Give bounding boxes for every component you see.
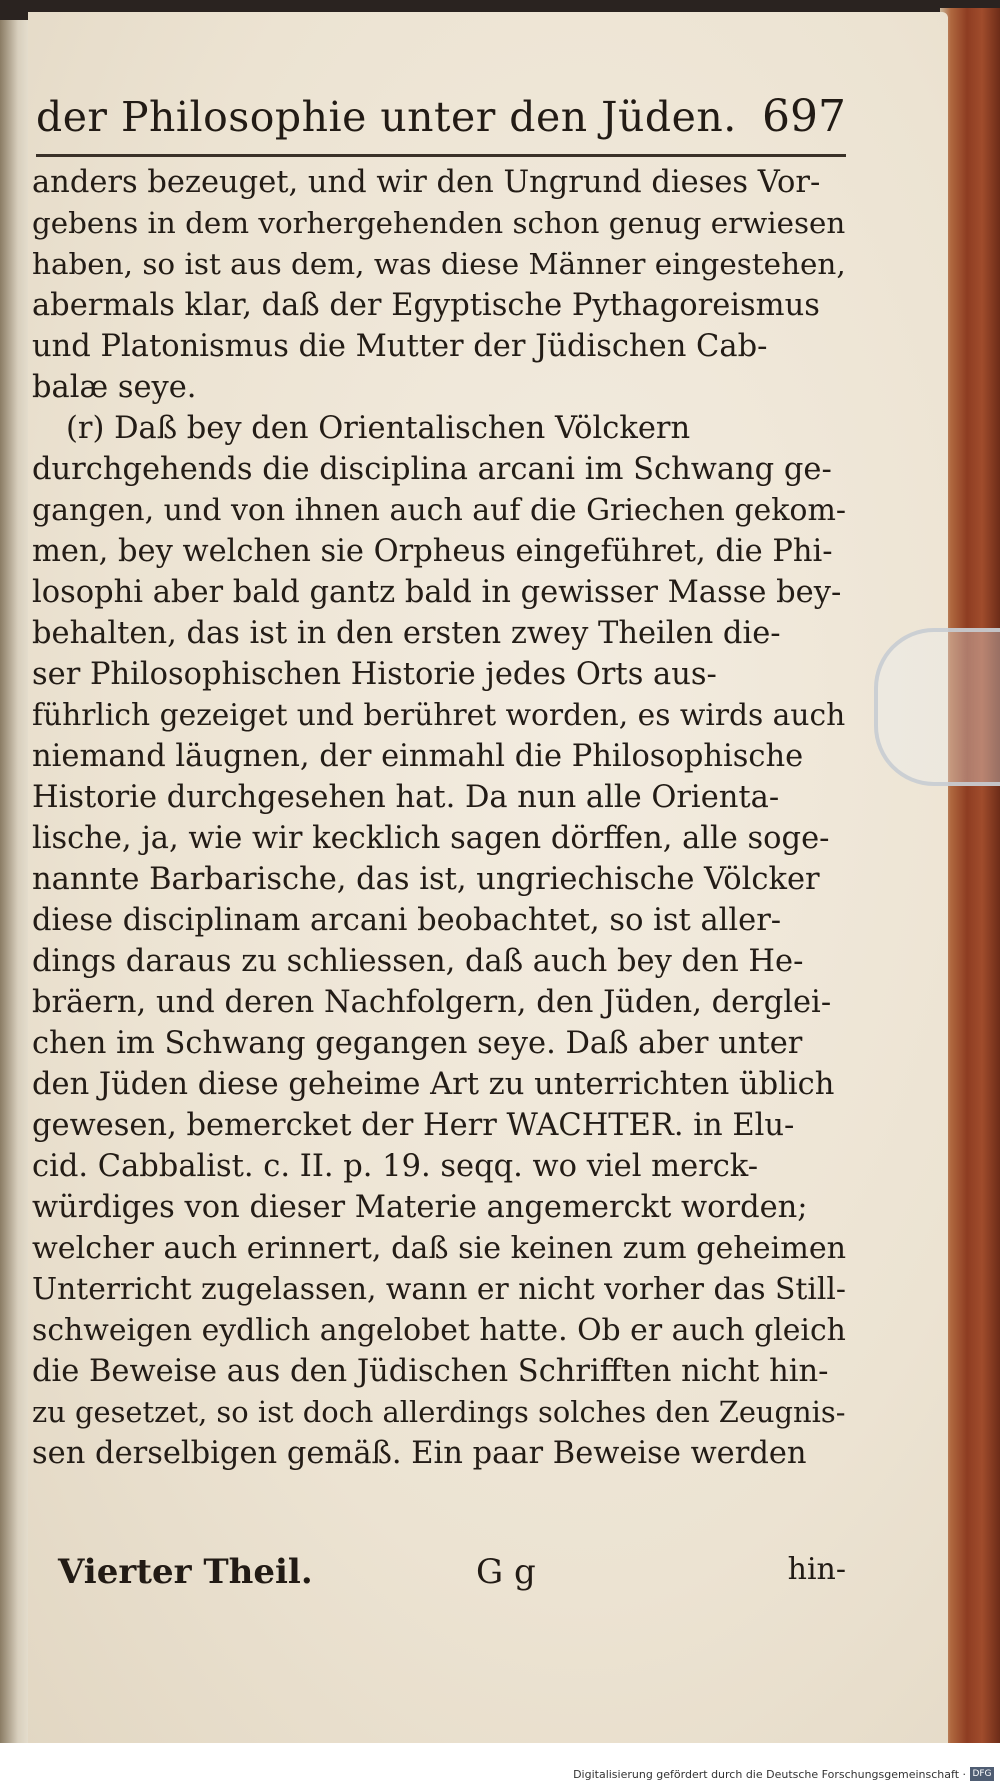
text-line: men, bey welchen sie Orpheus eingeführet, die Phi-	[32, 534, 833, 569]
text-line: zu gesetzet, so ist doch allerdings solches den Zeugnis-	[32, 1395, 846, 1429]
text-line: sen derselbigen gemäß. Ein paar Beweise werden	[32, 1436, 807, 1471]
facing-page-margin	[0, 20, 30, 1760]
text-line: haben, so ist aus dem, was diese Männer eingestehen,	[32, 247, 846, 281]
signature-mark: G g	[476, 1552, 536, 1592]
book-page-edge	[940, 8, 1000, 1748]
catchword: hin-	[787, 1552, 846, 1587]
text-line: niemand läugnen, der einmahl die Philosophische	[32, 739, 804, 774]
page-header	[36, 84, 846, 157]
text-line: lische, ja, wie wir kecklich sagen dörffen, alle soge-	[32, 821, 830, 856]
text-line: gangen, und von ihnen auch auf die Griechen gekom-	[32, 493, 846, 528]
text-line: den Jüden diese geheime Art zu unterrichten üblich	[32, 1067, 835, 1102]
text-line: gewesen, bemercket der Herr WACHTER. in Elu-	[32, 1108, 795, 1143]
text-line: Unterricht zugelassen, wann er nicht vorher das Still-	[32, 1272, 846, 1307]
text-line: abermals klar, daß der Egyptische Pythagoreismus	[32, 288, 820, 323]
book-page	[28, 12, 948, 1752]
credit-bar	[0, 1743, 1000, 1789]
dfg-logo-icon: DFG	[970, 1767, 994, 1781]
running-title: der Philosophie unter den Jüden.	[36, 93, 737, 141]
page-footer	[36, 1552, 846, 1602]
page-number: 697	[762, 91, 846, 142]
text-line: welcher auch erinnert, daß sie keinen zum geheimen	[32, 1231, 846, 1266]
text-line: diese disciplinam arcani beobachtet, so ist aller-	[32, 903, 782, 938]
text-line: würdiges von dieser Materie angemerckt worden;	[32, 1190, 808, 1225]
text-line: (r) Daß bey den Orientalischen Völckern	[66, 411, 691, 446]
text-line: balæ seye.	[32, 370, 197, 405]
text-line: nannte Barbarische, das ist, ungriechische Völcker	[32, 862, 820, 897]
text-line: durchgehends die disciplina arcani im Schwang ge-	[32, 452, 832, 487]
text-line: cid. Cabbalist. c. II. p. 19. seqq. wo viel merck-	[32, 1149, 759, 1184]
text-line: chen im Schwang gegangen seye. Daß aber unter	[32, 1026, 803, 1061]
volume-signature: Vierter Theil.	[58, 1552, 313, 1592]
text-line: bräern, und deren Nachfolgern, den Jüden, derglei-	[32, 985, 832, 1020]
text-line: ser Philosophischen Historie jedes Orts aus-	[32, 657, 717, 692]
text-line: anders bezeuget, und wir den Ungrund dieses Vor-	[32, 165, 821, 200]
text-line: dings daraus zu schliessen, daß auch bey den He-	[32, 944, 804, 979]
text-line: und Platonismus die Mutter der Jüdischen Cab-	[32, 329, 768, 364]
text-line: die Beweise aus den Jüdischen Schrifften nicht hin-	[32, 1354, 829, 1389]
text-line: behalten, das ist in den ersten zwey Theilen die-	[32, 616, 781, 651]
text-line: losophi aber bald gantz bald in gewisser Masse bey-	[32, 575, 842, 610]
text-line: führlich gezeiget und berühret worden, es wirds auch	[32, 698, 846, 733]
text-line: Historie durchgesehen hat. Da nun alle Orienta-	[32, 780, 780, 815]
text-line: schweigen eydlich angelobet hatte. Ob er auch gleich	[32, 1313, 846, 1348]
text-line: gebens in dem vorhergehenden schon genug erwiesen	[32, 206, 846, 240]
page-clip	[874, 628, 1000, 786]
digitization-credit: Digitalisierung gefördert durch die Deutsche Forschungsgemeinschaft ·	[573, 1768, 966, 1781]
body-text	[32, 162, 846, 1474]
